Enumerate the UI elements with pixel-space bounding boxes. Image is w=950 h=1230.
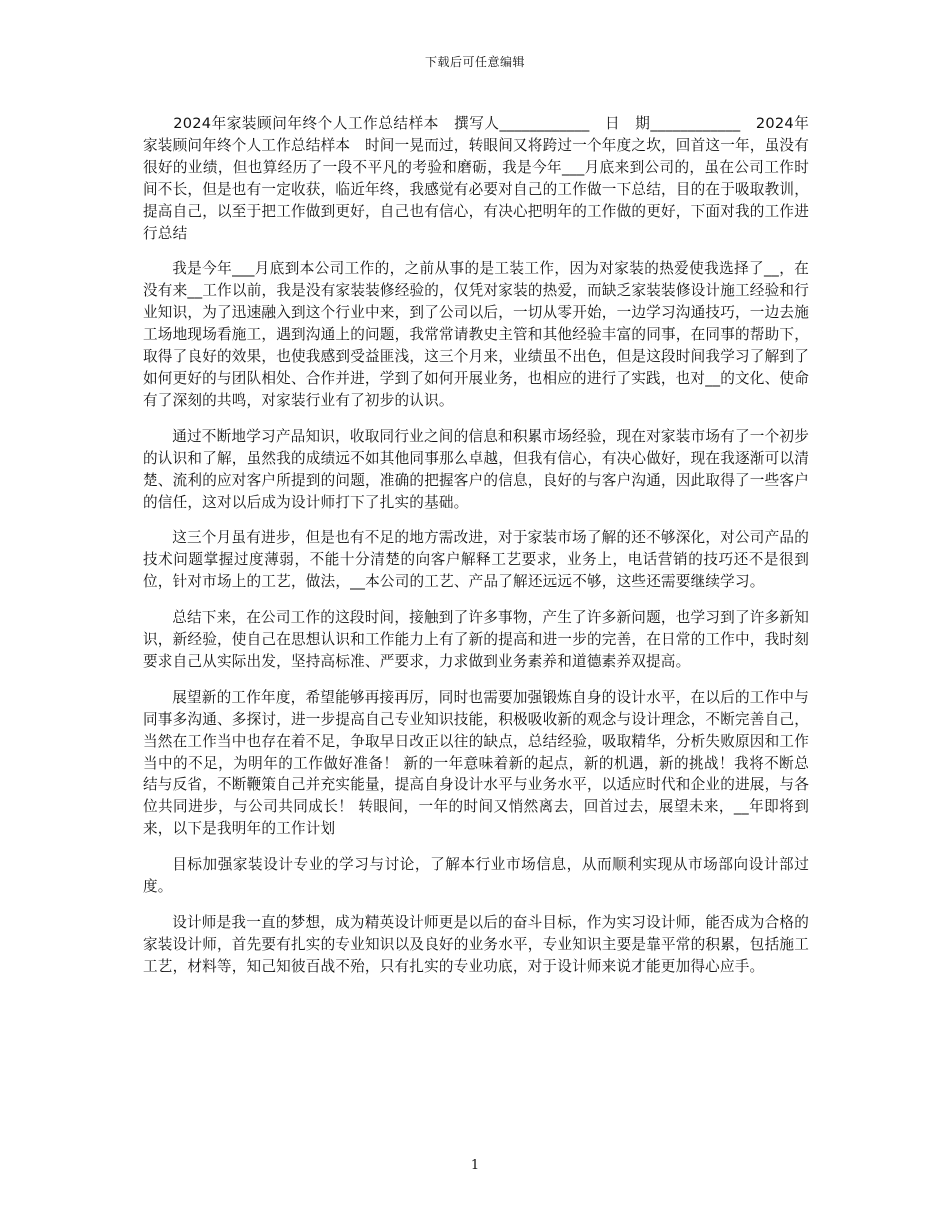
paragraph-designer: 设计师是我一直的梦想，成为精英设计师更是以后的奋斗目标，作为实习设计师，能否成为合格的家装设计师，首先要有扎实的专业知识以及良好的业务水平，专业知识主要是靠平常的积累，包括施工工艺，材料等，知己知彼百战不殆，只有扎实的专业功底，对于设计师来说才能更加得心应手。: [143, 914, 809, 975]
paragraph-title-intro: 2024年家装顾问年终个人工作总结样本 撰写人____________ 日 期____________ 2024年家装顾问年终个人工作总结样本 时间一晃而过，转眼间又将跨过一个年度之坎，回首这一年，虽没有很好的业绩，但也算经历了一段不平凡的考验和磨砺，我是今年___月底来到公司的，虽在公司工作时间不长，但是也有一定收获，临近年终，我感觉有必要对自己的工作做一下总结，目的在于吸取教训，提高自己，以至于把工作做到更好，自己也有信心，有决心把明年的工作做的更好，下面对我的工作进行总结: [143, 115, 809, 242]
paragraph-shortcomings: 这三个月虽有进步，但是也有不足的地方需改进，对于家装市场了解的还不够深化，对公司产品的技术问题掌握过度薄弱，不能十分清楚的向客户解释工艺要求，业务上，电话营销的技巧还不是很到位，针对市场上的工艺，做法，__本公司的工艺、产品了解还远远不够，这些还需要继续学习。: [143, 529, 809, 591]
page-header-note: 下载后可任意编辑: [424, 55, 525, 69]
paragraph-background: 我是今年___月底到本公司工作的，之前从事的是工装工作，因为对家装的热爱使我选择了__，在没有来__工作以前，我是没有家装装修经验的，仅凭对家装的热爱，而缺乏家装装修设计施工经验和行业知识，为了迅速融入到这个行业中来，到了公司以后，一切从零开始，一边学习沟通技巧，一边去施工场地现场看施工，遇到沟通上的问题，我常常请教史主管和其他经验丰富的同事，在同事的帮助下，取得了良好的效果，也使我感到受益匪浅，这三个月来，业绩虽不出色，但是这段时间我学习了解到了如何更好的与团队相处、合作并进，学到了如何开展业务，也相应的进行了实践，也对__的文化、使命有了深刻的共鸣，对家装行业有了初步的认识。: [143, 260, 809, 409]
paragraph-learning: 通过不断地学习产品知识，收取同行业之间的信息和积累市场经验，现在对家装市场有了一个初步的认识和了解，虽然我的成绩远不如其他同事那么卓越，但我有信心，有决心做好，现在我逐渐可以清楚、流利的应对客户所提到的问题，准确的把握客户的信息，良好的与客户沟通，因此取得了一些客户的信任，这对以后成为设计师打下了扎实的基础。: [143, 427, 809, 511]
paragraph-goal: 目标加强家装设计专业的学习与讨论，了解本行业市场信息，从而顺利实现从市场部向设计部过度。: [143, 856, 809, 896]
document-body: [143, 113, 809, 992]
paragraph-outlook: 展望新的工作年度，希望能够再接再厉，同时也需要加强锻炼自身的设计水平，在以后的工作中与同事多沟通、多探讨，进一步提高自己专业知识技能，积极吸收新的观念与设计理念，不断完善自己，当然在工作当中也存在着不足，争取早日改正以往的缺点，总结经验，吸取精华，分析失败原因和工作当中的不足，为明年的工作做好准备！ 新的一年意味着新的起点，新的机遇，新的挑战！我将不断总结与反省，不断鞭策自己并充实能量，提高自身设计水平与业务水平，以适应时代和企业的进展，与各位共同进步，与公司共同成长！ 转眼间，一年的时间又悄然离去，回首过去，展望未来，__年即将到来，以下是我明年的工作计划: [143, 688, 809, 838]
paragraph-summary: 总结下来，在公司工作的这段时间，接触到了许多事物，产生了许多新问题，也学习到了许多新知识，新经验，使自己在思想认识和工作能力上有了新的提高和进一步的完善，在日常的工作中，我时刻要求自己从实际出发，坚持高标准、严要求，力求做到业务素养和道德素养双提高。: [143, 609, 809, 670]
page-number: 1: [470, 1158, 480, 1173]
